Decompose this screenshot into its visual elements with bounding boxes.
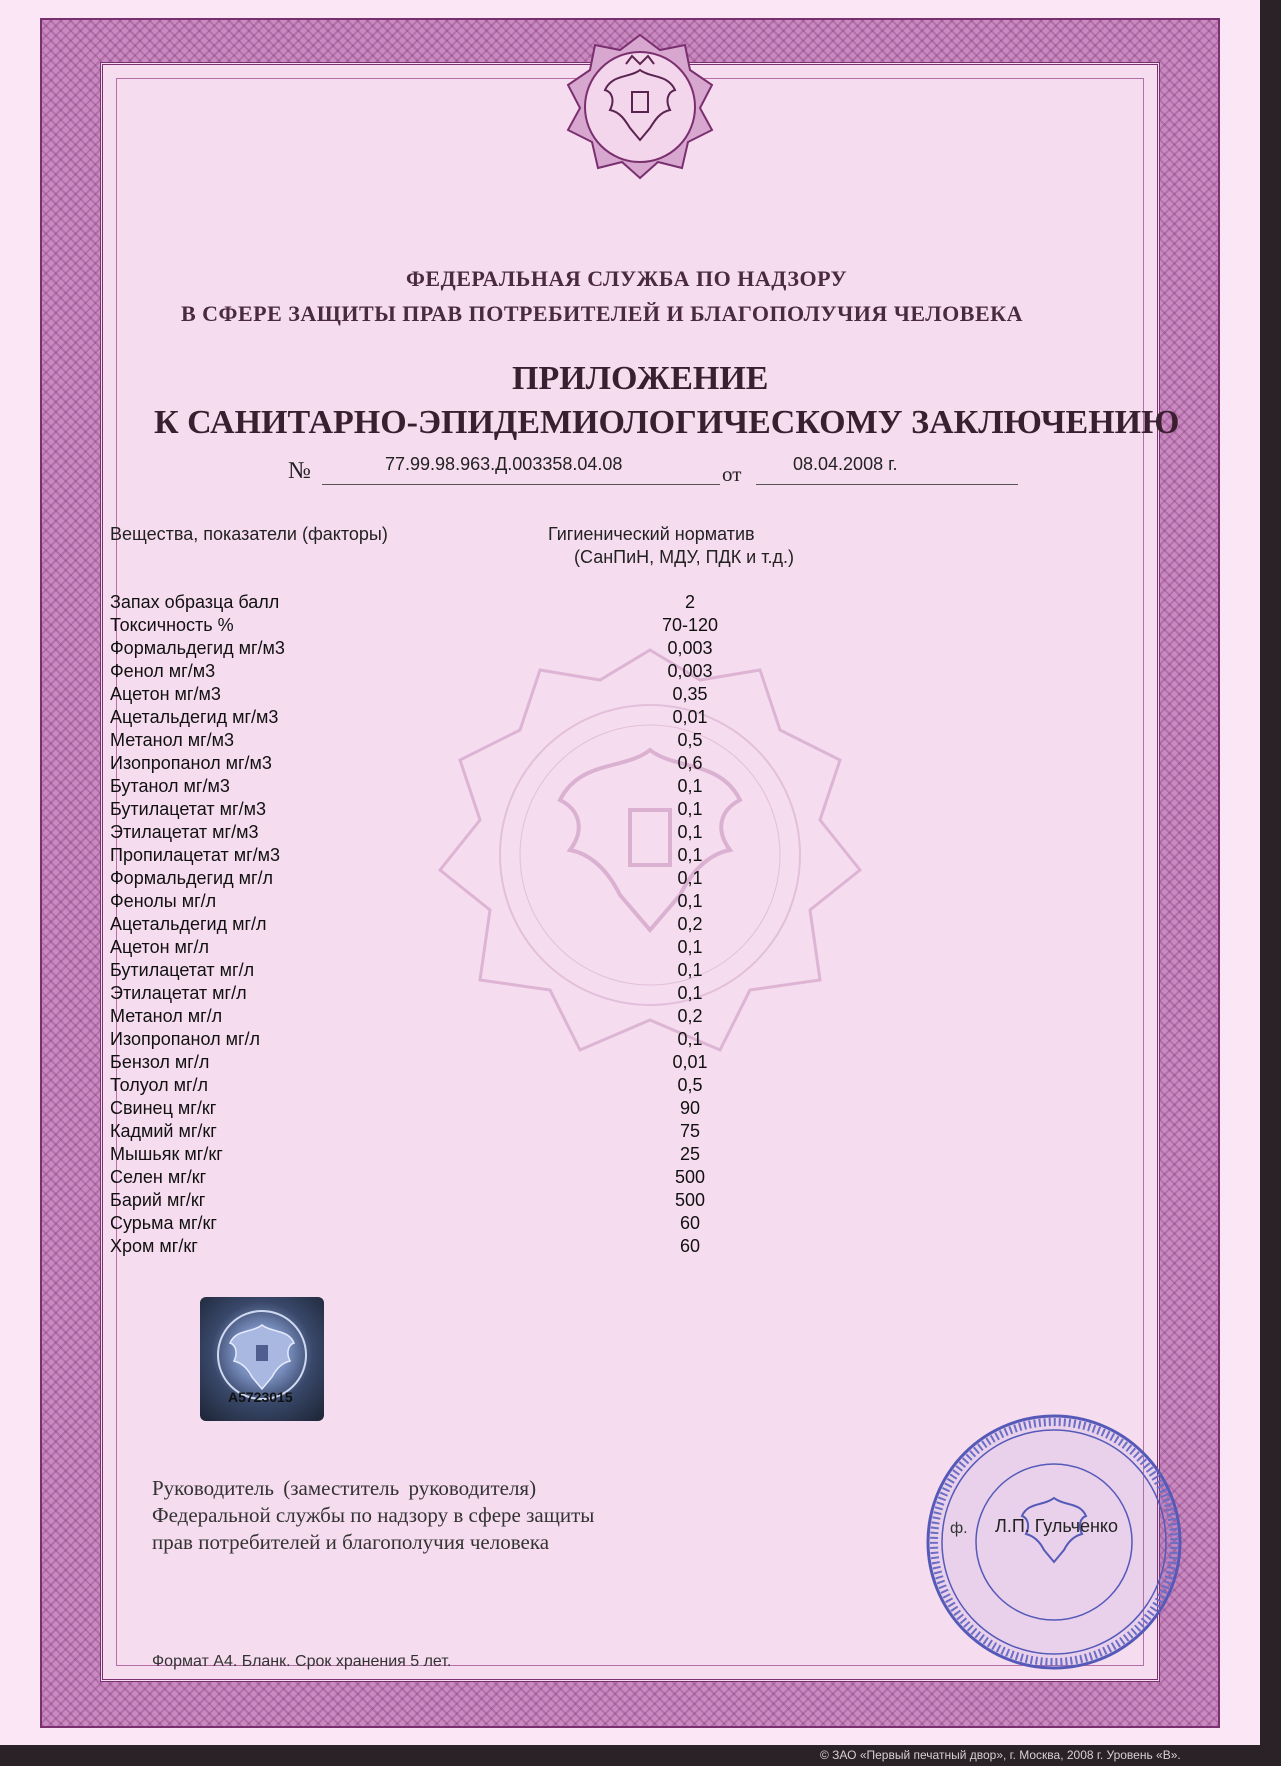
row-norm-value: 0,1: [677, 776, 703, 796]
document-date: 08.04.2008 г.: [793, 454, 898, 474]
row-norm-value: 90: [679, 1098, 701, 1118]
row-norm-value: 0,003: [667, 638, 713, 658]
row-substance-name: Бутилацетат мг/м3: [110, 799, 266, 819]
printer-copyright: © ЗАО «Первый печатный двор», г. Москва, 2008 г. Уровень «В».: [820, 1748, 1181, 1762]
row-norm-value: 60: [679, 1213, 701, 1233]
row-norm-value: 0,1: [677, 799, 703, 819]
row-norm-value: 0,01: [672, 707, 708, 727]
agency-line-1: ФЕДЕРАЛЬНАЯ СЛУЖБА ПО НАДЗОРУ: [406, 266, 848, 291]
signer-name: Л.П. Гульченко: [995, 1516, 1118, 1536]
row-substance-name: Свинец мг/кг: [110, 1098, 217, 1118]
row-norm-value: 75: [679, 1121, 701, 1141]
row-substance-name: Токсичность %: [110, 615, 234, 635]
hologram-code: A5723015: [228, 1389, 293, 1405]
row-substance-name: Мышьяк мг/кг: [110, 1144, 223, 1164]
row-norm-value: 2: [684, 592, 696, 612]
signer-title-line-3: прав потребителей и благополучия человека: [152, 1530, 550, 1554]
row-substance-name: Хром мг/кг: [110, 1236, 198, 1256]
watermark-emblem-icon: [420, 640, 880, 1060]
row-substance-name: Этилацетат мг/м3: [110, 822, 259, 842]
row-norm-value: 70-120: [661, 615, 719, 635]
row-substance-name: Пропилацетат мг/м3: [110, 845, 281, 865]
row-norm-value: 0,1: [677, 891, 703, 911]
date-label: от: [722, 462, 742, 486]
form-format-note: Формат А4. Бланк. Срок хранения 5 лет.: [152, 1653, 452, 1670]
row-substance-name: Ацетальдегид мг/л: [110, 914, 267, 934]
row-norm-value: 500: [674, 1190, 706, 1210]
row-substance-name: Изопропанол мг/л: [110, 1029, 261, 1049]
row-substance-name: Фенолы мг/л: [110, 891, 217, 911]
row-substance-name: Бензол мг/л: [110, 1052, 210, 1072]
document-number: 77.99.98.963.Д.003358.04.08: [385, 454, 623, 474]
official-seal-icon: [922, 1410, 1187, 1675]
row-substance-name: Фенол мг/м3: [110, 661, 216, 681]
row-substance-name: Ацетон мг/л: [110, 937, 209, 957]
row-norm-value: 0,1: [677, 868, 703, 888]
row-norm-value: 0,01: [672, 1052, 708, 1072]
column-header-norm-line1: Гигиенический норматив: [548, 524, 755, 544]
row-substance-name: Формальдегид мг/м3: [110, 638, 285, 658]
row-norm-value: 0,2: [677, 914, 703, 934]
number-label: №: [288, 458, 311, 484]
row-norm-value: 0,1: [677, 960, 703, 980]
hologram-sticker: [200, 1297, 324, 1421]
agency-line-2: В СФЕРЕ ЗАЩИТЫ ПРАВ ПОТРЕБИТЕЛЕЙ И БЛАГОПОЛУЧИЯ ЧЕЛОВЕКА: [181, 301, 1023, 326]
column-header-substances: Вещества, показатели (факторы): [110, 524, 388, 544]
row-substance-name: Запах образца балл: [110, 592, 280, 612]
row-substance-name: Формальдегид мг/л: [110, 868, 274, 888]
signer-prefix: ф.: [950, 1520, 968, 1537]
row-norm-value: 0,35: [672, 684, 708, 704]
row-substance-name: Сурьма мг/кг: [110, 1213, 217, 1233]
row-substance-name: Изопропанол мг/м3: [110, 753, 272, 773]
row-substance-name: Толуол мг/л: [110, 1075, 209, 1095]
row-norm-value: 0,6: [677, 753, 703, 773]
row-substance-name: Метанол мг/л: [110, 1006, 223, 1026]
row-norm-value: 0,1: [677, 845, 703, 865]
row-substance-name: Бутилацетат мг/л: [110, 960, 255, 980]
row-norm-value: 0,5: [677, 730, 703, 750]
row-substance-name: Ацетальдегид мг/м3: [110, 707, 279, 727]
row-substance-name: Кадмий мг/кг: [110, 1121, 217, 1141]
row-norm-value: 0,1: [677, 1029, 703, 1049]
date-underline: [756, 484, 1018, 485]
signer-title-line-1: Руководитель (заместитель руководителя): [152, 1476, 537, 1500]
row-norm-value: 0,003: [667, 661, 713, 681]
row-norm-value: 0,5: [677, 1075, 703, 1095]
row-substance-name: Этилацетат мг/л: [110, 983, 247, 1003]
row-norm-value: 0,1: [677, 937, 703, 957]
row-substance-name: Барий мг/кг: [110, 1190, 206, 1210]
title-line-1: ПРИЛОЖЕНИЕ: [512, 360, 769, 397]
row-norm-value: 0,1: [677, 822, 703, 842]
row-norm-value: 0,2: [677, 1006, 703, 1026]
row-substance-name: Метанол мг/м3: [110, 730, 235, 750]
number-underline: [322, 484, 720, 485]
row-norm-value: 25: [679, 1144, 701, 1164]
row-substance-name: Селен мг/кг: [110, 1167, 207, 1187]
row-substance-name: Бутанол мг/м3: [110, 776, 230, 796]
row-norm-value: 500: [674, 1167, 706, 1187]
signer-title-line-2: Федеральной службы по надзору в сфере защиты: [152, 1503, 595, 1527]
row-norm-value: 60: [679, 1236, 701, 1256]
row-substance-name: Ацетон мг/м3: [110, 684, 221, 704]
title-line-2: К САНИТАРНО-ЭПИДЕМИОЛОГИЧЕСКОМУ ЗАКЛЮЧЕНИЮ: [154, 404, 1180, 441]
column-header-norm-line2: (СанПиН, МДУ, ПДК и т.д.): [574, 547, 794, 567]
row-norm-value: 0,1: [677, 983, 703, 1003]
coat-of-arms-icon: [560, 30, 720, 180]
